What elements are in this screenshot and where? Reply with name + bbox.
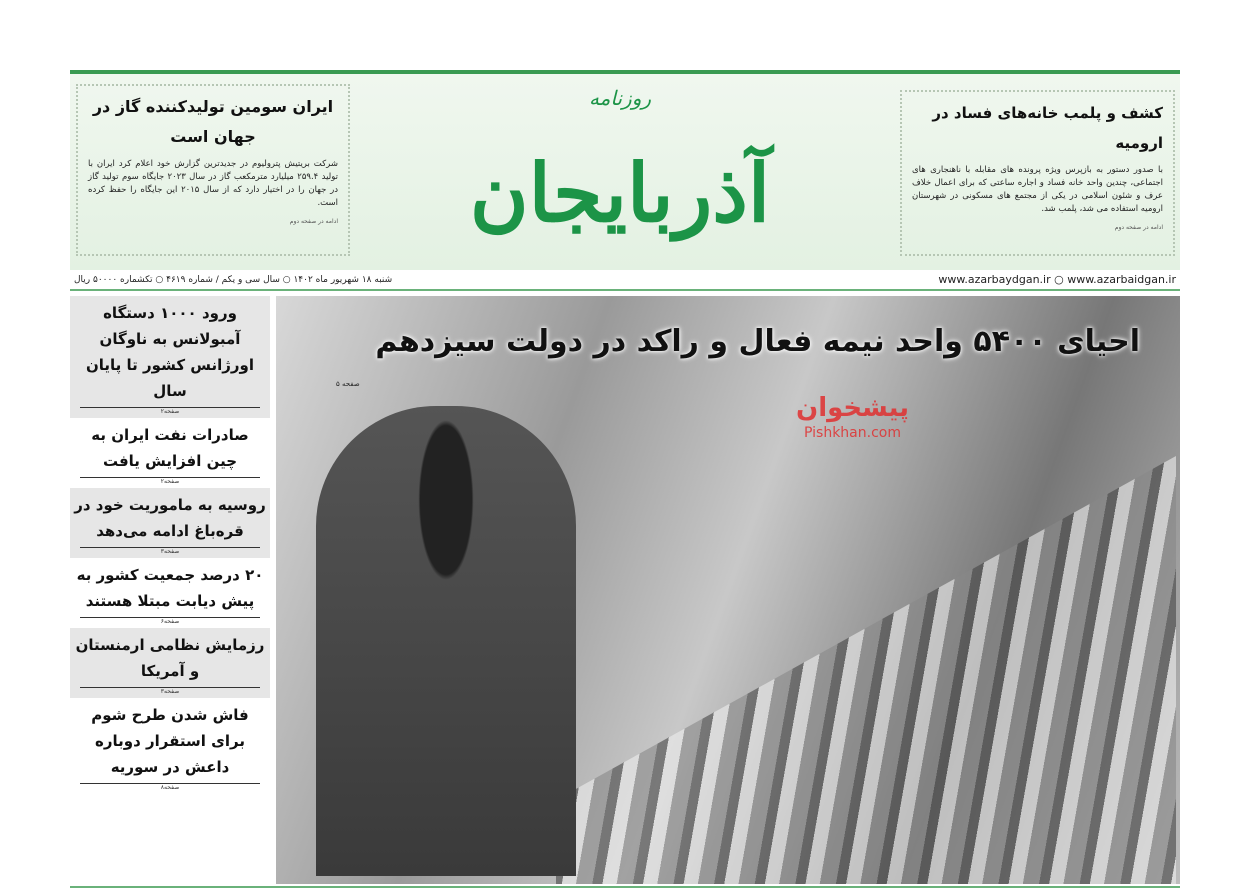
worker-image	[316, 406, 576, 876]
left-box-continued: ادامه در صفحه دوم	[289, 218, 338, 225]
right-box-body: با صدور دستور به بازپرس ویژه پرونده های مقابله با ناهنجاری های اجتماعی، چندین واحد خانه فساد و اجاره ساعتی که برای اعمال خلاف عرف و شئون اسلامی در یکی از مجتمع های مسکونی در شهرستان ارومیه استفاده می شد، پلمب شد.	[912, 165, 1163, 214]
side-item-page: صفحه۲	[80, 407, 260, 418]
machinery-image	[556, 456, 1176, 884]
side-item-headline: رزمایش نظامی ارمنستان و آمریکا	[75, 636, 265, 680]
side-item[interactable]	[70, 418, 270, 488]
left-box-headline: ایران سومین تولیدکننده گاز در جهان است	[92, 97, 334, 146]
left-news-box	[76, 84, 350, 256]
masthead-logo: آذربایجان	[469, 146, 771, 240]
side-item-headline: فاش شدن طرح شوم برای استقرار دوباره داعش در سوریه	[91, 706, 249, 776]
right-box-headline: کشف و پلمب خانه‌های فساد در ارومیه	[932, 104, 1163, 152]
side-headlines	[70, 296, 270, 886]
bottom-rule	[70, 886, 1180, 888]
side-item[interactable]	[70, 488, 270, 558]
watermark	[796, 392, 909, 442]
side-item-page: صفحه۳	[80, 547, 260, 558]
watermark-en: Pishkhan.com	[804, 425, 901, 441]
watermark-fa: پیشخوان	[796, 393, 909, 423]
side-item-page: صفحه۲	[80, 477, 260, 488]
header-rule	[70, 289, 1180, 291]
main-headline[interactable]: احیای ۵۴۰۰ واحد نیمه فعال و راکد در دولت سیزدهم	[375, 324, 1140, 359]
header	[70, 74, 1180, 270]
masthead-subtitle: روزنامه	[588, 86, 652, 110]
right-box-continued: ادامه در صفحه دوم	[1114, 224, 1163, 231]
side-item[interactable]	[70, 698, 270, 794]
side-item-headline: ۲۰ درصد جمعیت کشور به پیش دیابت مبتلا هستند	[76, 566, 264, 610]
newspaper-front-page	[70, 70, 1180, 892]
side-item[interactable]	[70, 296, 270, 418]
side-item[interactable]	[70, 558, 270, 628]
main-photo	[276, 296, 1180, 884]
side-item-page: صفحه۶	[80, 617, 260, 628]
side-item-headline: صادرات نفت ایران به چین افزایش یافت	[91, 426, 249, 470]
left-box-body: شرکت بریتیش پترولیوم در جدیدترین گزارش خود اعلام کرد ایران با تولید ۲۵۹.۴ میلیارد مترمکعب گاز در سال ۲۰۲۳ جایگاه سوم تولید گاز در جهان را در اختیار دارد که از سال ۲۰۱۵ این جایگاه را حفظ کرده است.	[88, 159, 339, 208]
masthead	[370, 74, 870, 274]
main-headline-page: صفحه ۵	[336, 380, 360, 388]
side-item[interactable]	[70, 628, 270, 698]
side-item-page: صفحه۸	[80, 783, 260, 794]
side-item-headline: ورود ۱۰۰۰ دستگاه آمبولانس به ناوگان اورژانس کشور تا پایان سال	[85, 304, 254, 400]
issue-info: شنبه ۱۸ شهریور ماه ۱۴۰۲ ○ سال سی و یکم / شماره ۴۶۱۹ ○ تکشماره ۵۰۰۰۰ ریال	[74, 275, 393, 285]
side-item-headline: روسیه به ماموریت خود در قره‌باغ ادامه می‌دهد	[74, 496, 266, 540]
right-news-box	[900, 90, 1175, 256]
website-links[interactable]: www.azarbaydgan.ir ○ www.azarbaidgan.ir	[938, 273, 1176, 286]
side-item-page: صفحه۳	[80, 687, 260, 698]
